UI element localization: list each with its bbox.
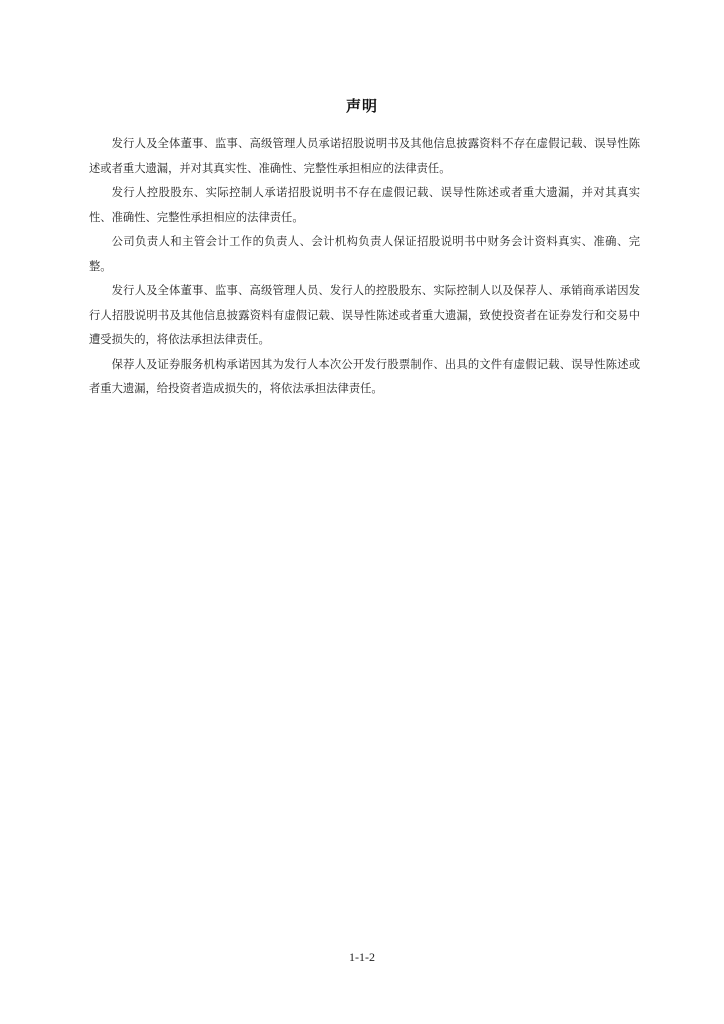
page-number: 1-1-2 xyxy=(349,950,375,964)
paragraph: 保荐人及证券服务机构承诺因其为发行人本次公开发行股票制作、出具的文件有虚假记载、误导性陈述或者重大遗漏，给投资者造成损失的，将依法承担法律责任。 xyxy=(89,357,640,395)
page-title: 声明 xyxy=(345,97,378,115)
paragraph: 发行人控股股东、实际控制人承诺招股说明书不存在虚假记载、误导性陈述或者重大遗漏，并对其真实性、准确性、完整性承担相应的法律责任。 xyxy=(89,186,640,224)
paragraph: 公司负责人和主管会计工作的负责人、会计机构负责人保证招股说明书中财务会计资料真实、准确、完整。 xyxy=(89,235,640,273)
paragraph: 发行人及全体董事、监事、高级管理人员承诺招股说明书及其他信息披露资料不存在虚假记载、误导性陈述或者重大遗漏，并对其真实性、准确性、完整性承担相应的法律责任。 xyxy=(89,137,640,175)
statement-body xyxy=(89,132,640,402)
paragraph: 发行人及全体董事、监事、高级管理人员、发行人的控股股东、实际控制人以及保荐人、承销商承诺因发行人招股说明书及其他信息披露资料有虚假记载、误导性陈述或者重大遗漏，致使投资者在证券发行和交易中遭受损失的，将依法承担法律责任。 xyxy=(89,284,640,346)
